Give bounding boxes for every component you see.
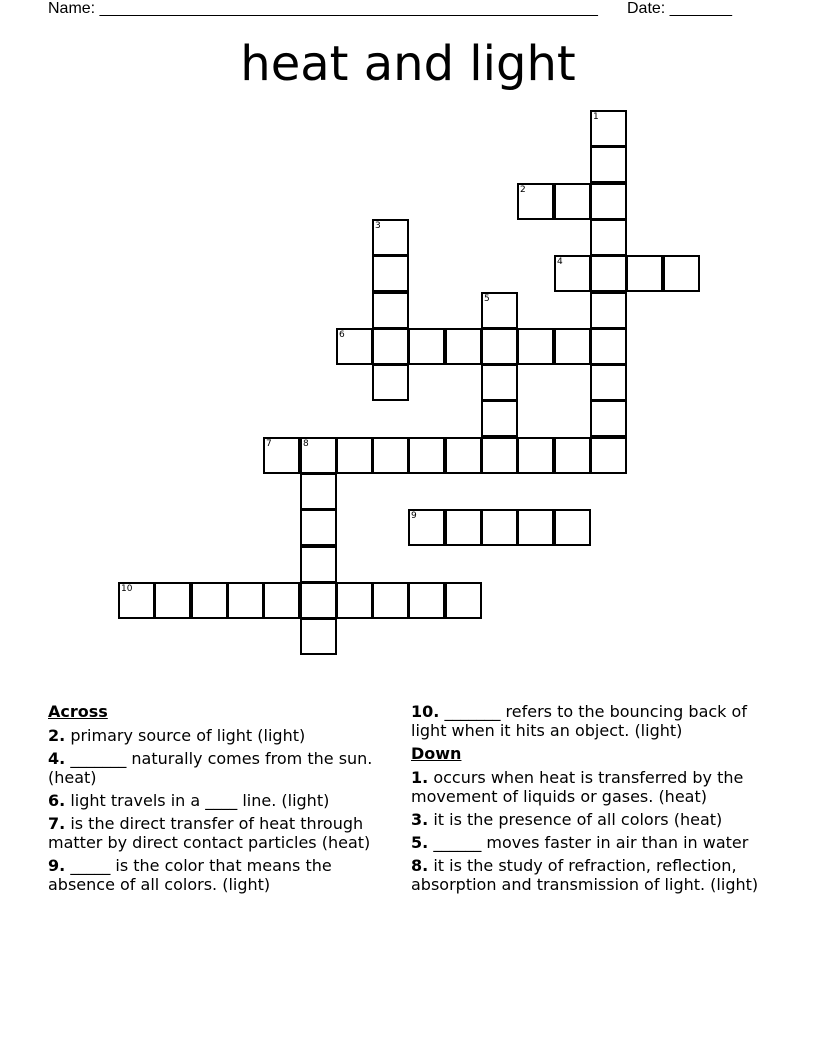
clue-number: 5. (411, 833, 429, 852)
clue-number: 8. (411, 856, 429, 875)
cell-number: 7 (266, 439, 272, 449)
clue-down-3 (411, 810, 773, 829)
crossword-cell[interactable] (263, 582, 300, 619)
crossword-cell[interactable] (408, 328, 445, 365)
crossword-cell[interactable] (445, 582, 482, 619)
crossword-cell[interactable] (554, 437, 591, 474)
crossword-cell[interactable] (372, 437, 409, 474)
crossword-cell[interactable] (372, 255, 409, 292)
crossword-cell[interactable] (154, 582, 191, 619)
crossword-cell[interactable] (590, 146, 627, 183)
crossword-cell[interactable] (481, 328, 518, 365)
crossword-cell[interactable] (517, 509, 554, 546)
clues-left-column (48, 702, 378, 898)
crossword-cell[interactable] (517, 328, 554, 365)
crossword-cell[interactable] (227, 582, 264, 619)
crossword-cell[interactable] (481, 509, 518, 546)
crossword-cell[interactable] (517, 437, 554, 474)
crossword-cell[interactable] (445, 509, 482, 546)
crossword-cell[interactable] (590, 328, 627, 365)
crossword-cell[interactable] (590, 364, 627, 401)
clue-text: occurs when heat is transferred by the movement of liquids or gases. (heat) (411, 768, 744, 806)
crossword-cell[interactable] (372, 328, 409, 365)
crossword-cell[interactable] (445, 437, 482, 474)
clue-text: it is the study of refraction, reflection, absorption and transmission of light. (light) (411, 856, 759, 894)
clue-text: _____ is the color that means the absence of all colors. (light) (48, 856, 332, 894)
clue-number: 3. (411, 810, 429, 829)
crossword-cell[interactable] (336, 437, 373, 474)
crossword-cell[interactable] (590, 292, 627, 329)
cell-number: 2 (520, 185, 526, 195)
cell-number: 6 (339, 330, 345, 340)
clue-text: it is the presence of all colors (heat) (433, 810, 723, 829)
clue-number: 1. (411, 768, 429, 787)
crossword-cell[interactable] (481, 400, 518, 437)
crossword-cell[interactable] (626, 255, 663, 292)
crossword-cell[interactable] (590, 400, 627, 437)
crossword-cell[interactable] (372, 292, 409, 329)
puzzle-title: heat and light (240, 36, 576, 92)
crossword-cell[interactable] (663, 255, 700, 292)
crossword-cell[interactable] (336, 582, 373, 619)
cell-number: 8 (303, 439, 309, 449)
cell-number: 1 (593, 112, 599, 122)
date-field-label: Date: _______ (627, 0, 732, 17)
crossword-cell[interactable] (481, 292, 518, 329)
crossword-cell[interactable] (300, 582, 337, 619)
clue-across-6 (48, 791, 378, 810)
clues-right-column (411, 702, 773, 898)
across-heading: Across (48, 702, 108, 721)
clue-down-1 (411, 768, 773, 806)
cell-number: 9 (411, 511, 417, 521)
cell-number: 5 (484, 294, 490, 304)
clue-number: 6. (48, 791, 66, 810)
clue-across-9 (48, 856, 378, 894)
crossword-cell[interactable] (445, 328, 482, 365)
crossword-cell[interactable] (590, 110, 627, 147)
clue-across-4 (48, 749, 378, 787)
crossword-cell[interactable] (336, 328, 373, 365)
crossword-cell[interactable] (554, 183, 591, 220)
clue-text: _______ naturally comes from the sun. (heat) (48, 749, 373, 787)
clue-down-5 (411, 833, 773, 852)
clue-text: primary source of light (light) (70, 726, 306, 745)
crossword-cell[interactable] (372, 364, 409, 401)
crossword-cell[interactable] (118, 582, 155, 619)
crossword-cell[interactable] (590, 255, 627, 292)
crossword-cell[interactable] (554, 509, 591, 546)
crossword-cell[interactable] (191, 582, 228, 619)
down-heading: Down (411, 744, 462, 763)
crossword-cell[interactable] (300, 473, 337, 510)
crossword-cell[interactable] (372, 582, 409, 619)
clue-text: ______ moves faster in air than in water (433, 833, 749, 852)
crossword-cell[interactable] (481, 437, 518, 474)
clue-number: 10. (411, 702, 440, 721)
crossword-cell[interactable] (408, 582, 445, 619)
cell-number: 3 (375, 221, 381, 231)
clue-number: 2. (48, 726, 66, 745)
crossword-cell[interactable] (517, 183, 554, 220)
crossword-cell[interactable] (554, 255, 591, 292)
crossword-cell[interactable] (300, 437, 337, 474)
crossword-cell[interactable] (554, 328, 591, 365)
crossword-cell[interactable] (300, 618, 337, 655)
clue-text: is the direct transfer of heat through matter by direct contact particles (heat) (48, 814, 371, 852)
clue-text: _______ refers to the bouncing back of light when it hits an object. (light) (411, 702, 747, 740)
clue-number: 7. (48, 814, 66, 833)
crossword-cell[interactable] (300, 509, 337, 546)
clue-number: 4. (48, 749, 66, 768)
crossword-cell[interactable] (300, 546, 337, 583)
name-field-label: Name: ________________________________________________________ (48, 0, 598, 17)
crossword-cell[interactable] (590, 437, 627, 474)
clue-across-10 (411, 702, 773, 740)
crossword-cell[interactable] (408, 509, 445, 546)
clue-number: 9. (48, 856, 66, 875)
cell-number: 10 (121, 584, 133, 594)
crossword-cell[interactable] (590, 183, 627, 220)
crossword-cell[interactable] (481, 364, 518, 401)
clue-down-8 (411, 856, 773, 894)
crossword-cell[interactable] (263, 437, 300, 474)
clue-across-2 (48, 726, 378, 745)
crossword-cell[interactable] (408, 437, 445, 474)
crossword-cell[interactable] (590, 219, 627, 256)
crossword-cell[interactable] (372, 219, 409, 256)
cell-number: 4 (557, 257, 563, 267)
clue-across-7 (48, 814, 378, 852)
clue-text: light travels in a ____ line. (light) (70, 791, 330, 810)
